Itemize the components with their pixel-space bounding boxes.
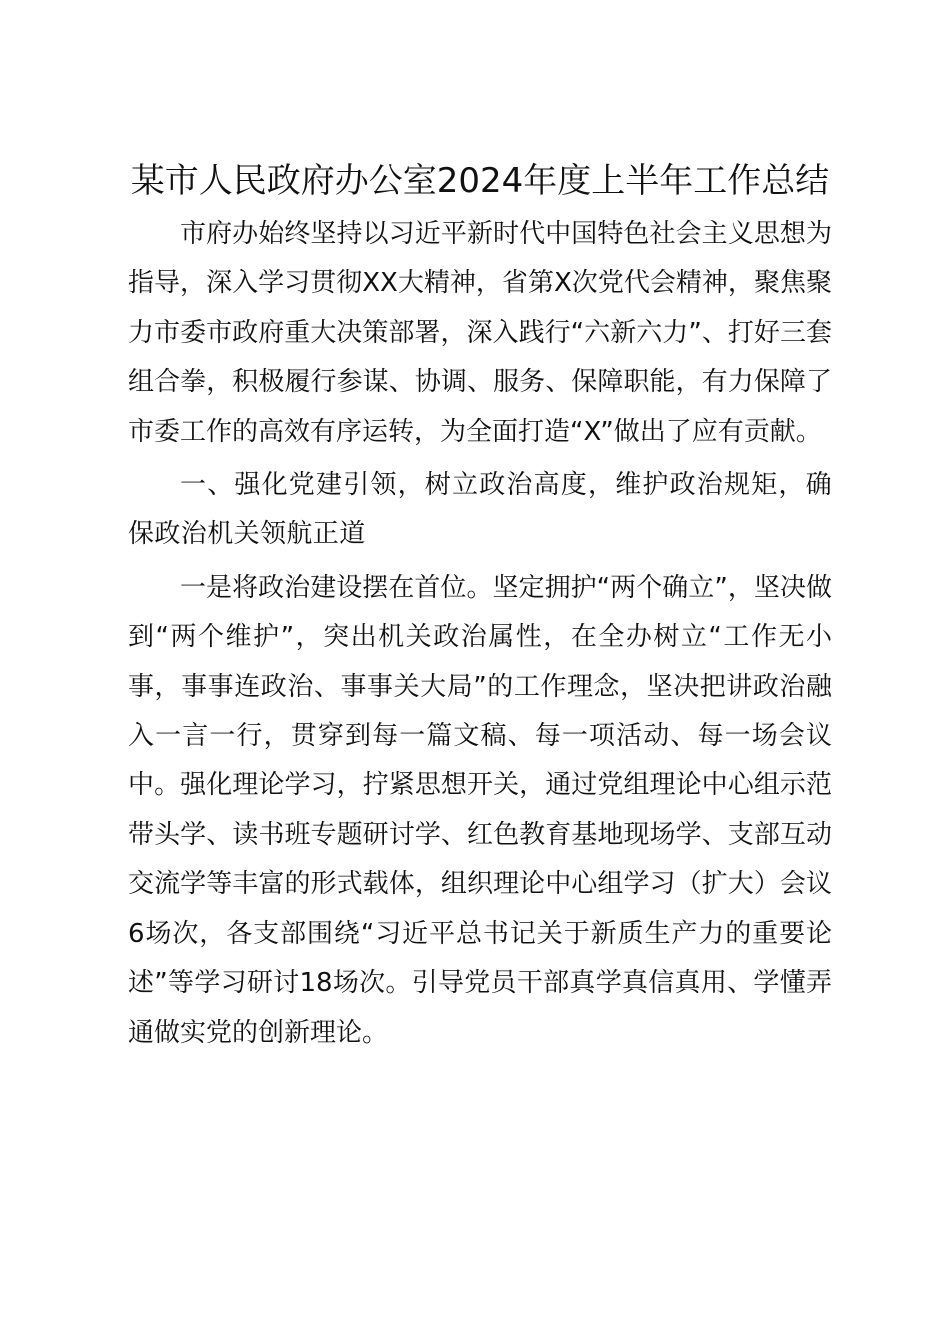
section-paragraph: 一是将政治建设摆在首位。坚定拥护“两个确立”，坚决做到“两个维护”，突出机关政治属性，在全办树立“工作无小事，事事连政治、事事关大局”的工作理念，坚决把讲政治融入一言一行，贯穿到每一篇文稿、每一项活动、每一场会议中。强化理论学习，拧紧思想开关，通过党组理论中心组示范带头学、读书班专题研讨学、红色教育基地现场学、支部互动交流学等丰富的形式载体，组织理论中心组学习（扩大）会议6场次，各支部围绕“习近平总书记关于新质生产力的重要论述”等学习研讨18场次。引导党员干部真学真信真用、学懂弄通做实党的创新理论。 [128,572,832,1048]
document-page [128,158,832,1058]
document-title: 某市人民政府办公室2024年度上半年工作总结 [130,161,830,201]
section-heading: 一、强化党建引领，树立政治高度，维护政治规矩，确保政治机关领航正道 [128,470,832,550]
intro-paragraph: 市府办始终坚持以习近平新时代中国特色社会主义思想为指导，深入学习贯彻XX大精神，省第X次党代会精神，聚焦聚力市委市政府重大决策部署，深入践行“六新六力”、打好三套组合拳，积极履行参谋、协调、服务、保障职能，有力保障了市委工作的高效有序运转，为全面打造“X”做出了应有贡献。 [128,219,832,447]
